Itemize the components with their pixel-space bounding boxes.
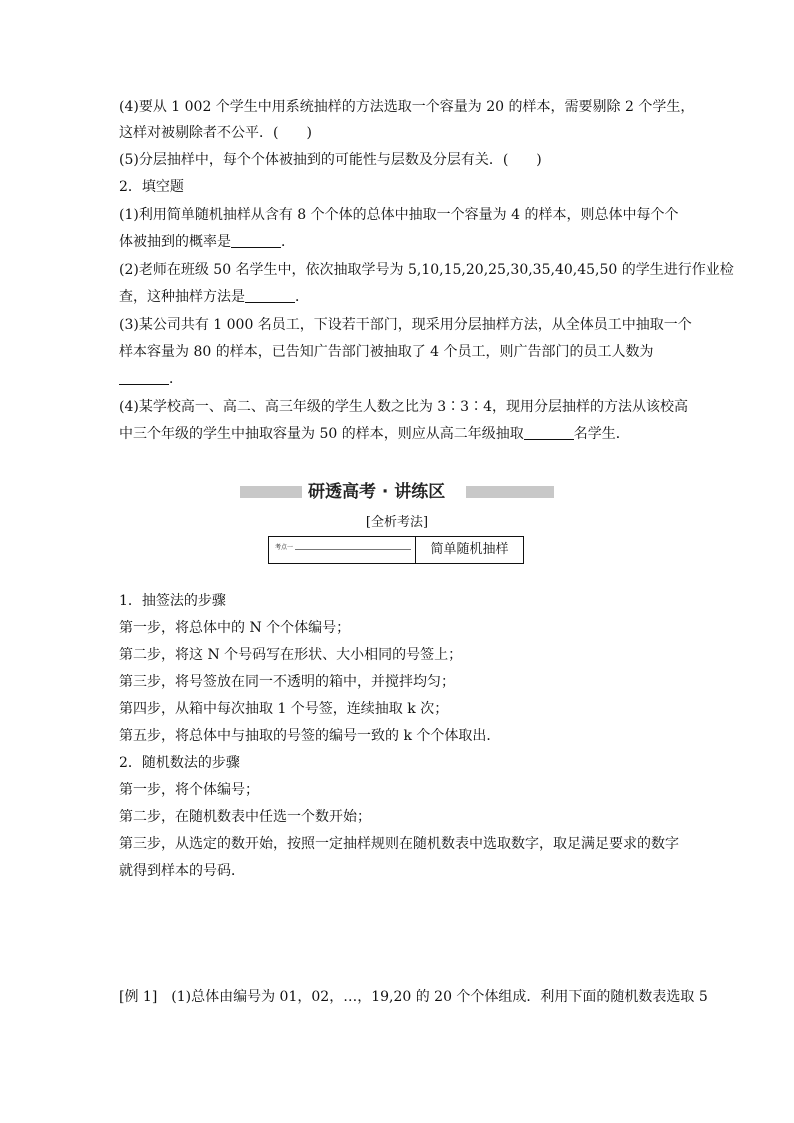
steps-heading-1: 1．抽签法的步骤 [119,593,226,609]
steps-heading-2: 2．随机数法的步骤 [119,755,240,771]
fill-1-text: 体被抽到的概率是 [119,234,231,250]
question-4-line-2: 这样对被剔除者不公平．( ) [119,125,312,141]
answer-blank [231,233,281,248]
answer-blank [524,425,574,440]
section-banner [240,480,554,504]
fill-2-period: ． [295,289,309,305]
fill-1-line-2 [119,233,295,251]
question-5: (5)分层抽样中，每个个体被抽到的可能性与层数及分层有关．( ) [119,152,542,168]
kaodian-name: 简单随机抽样 [430,542,509,557]
answer-blank [245,288,295,303]
step-line: 第三步，从选定的数开始，按照一定抽样规则在随机数表中选取数字，取足满足要求的数字 [119,836,679,852]
kaodian-box [268,536,524,564]
step-line: 第五步，将总体中与抽取的号签的编号一致的 k 个个体取出． [119,728,501,744]
banner-bar-right [466,486,554,498]
subheading: [全析考法] [365,515,429,530]
kaodian-rule [295,549,411,550]
fill-4-tail: 名学生． [573,426,630,442]
fill-2-line-2 [119,288,309,306]
step-line: 第四步，从箱中每次抽取 1 个号签，连续抽取 k 次； [119,701,449,717]
banner-title: 研透高考 · 讲练区 [308,482,446,502]
fill-3-line-2: 样本容量为 80 的样本，已告知广告部门被抽取了 4 个员工，则广告部门的员工人数为 [119,344,654,360]
example-1: [例 1] (1)总体由编号为 01，02，…，19,20 的 20 个个体组成．利用下面的随机数表选取 5 [119,989,708,1005]
fill-3-line-1: (3)某公司共有 1 000 名员工，下设若干部门，现采用分层抽样方法，从全体员工中抽取一个 [119,317,692,333]
fill-3-period: ． [169,371,183,387]
fill-4-line-1: (4)某学校高一、高二、高三年级的学生人数之比为 3∶3∶4，现用分层抽样的方法从该校高 [119,399,689,415]
step-line: 第一步，将总体中的 N 个个体编号； [119,620,351,636]
fill-2-text: 查，这种抽样方法是 [119,289,245,305]
kaodian-tag: 考点一 [275,544,294,551]
section-heading-fill-in: 2．填空题 [119,179,184,195]
fill-2-line-1: (2)老师在班级 50 名学生中，依次抽取学号为 5,10,15,20,25,30,35,40,45,50 的学生进行作业检 [119,262,734,278]
kaodian-tag-cell [269,537,416,563]
answer-blank [119,370,169,385]
fill-4-text: 中三个年级的学生中抽取容量为 50 的样本，则应从高二年级抽取 [119,426,524,442]
step-line: 就得到样本的号码． [119,863,245,879]
step-line: 第三步，将号签放在同一不透明的箱中，并搅拌均匀； [119,674,455,690]
step-line: 第二步，将这 N 个号码写在形状、大小相同的号签上； [119,647,463,663]
fill-1-period: ． [281,234,295,250]
question-4-line-1: (4)要从 1 002 个学生中用系统抽样的方法选取一个容量为 20 的样本，需要剔除 2 个学生， [119,99,695,115]
step-line: 第二步，在随机数表中任选一个数开始； [119,809,371,825]
step-line: 第一步，将个体编号； [119,782,259,798]
fill-4-line-2 [119,425,630,443]
banner-bar-left [240,486,302,498]
fill-1-line-1: (1)利用简单随机抽样从含有 8 个个体的总体中抽取一个容量为 4 的样本，则总体中每个个 [119,207,679,223]
fill-3-line-3 [119,370,183,388]
